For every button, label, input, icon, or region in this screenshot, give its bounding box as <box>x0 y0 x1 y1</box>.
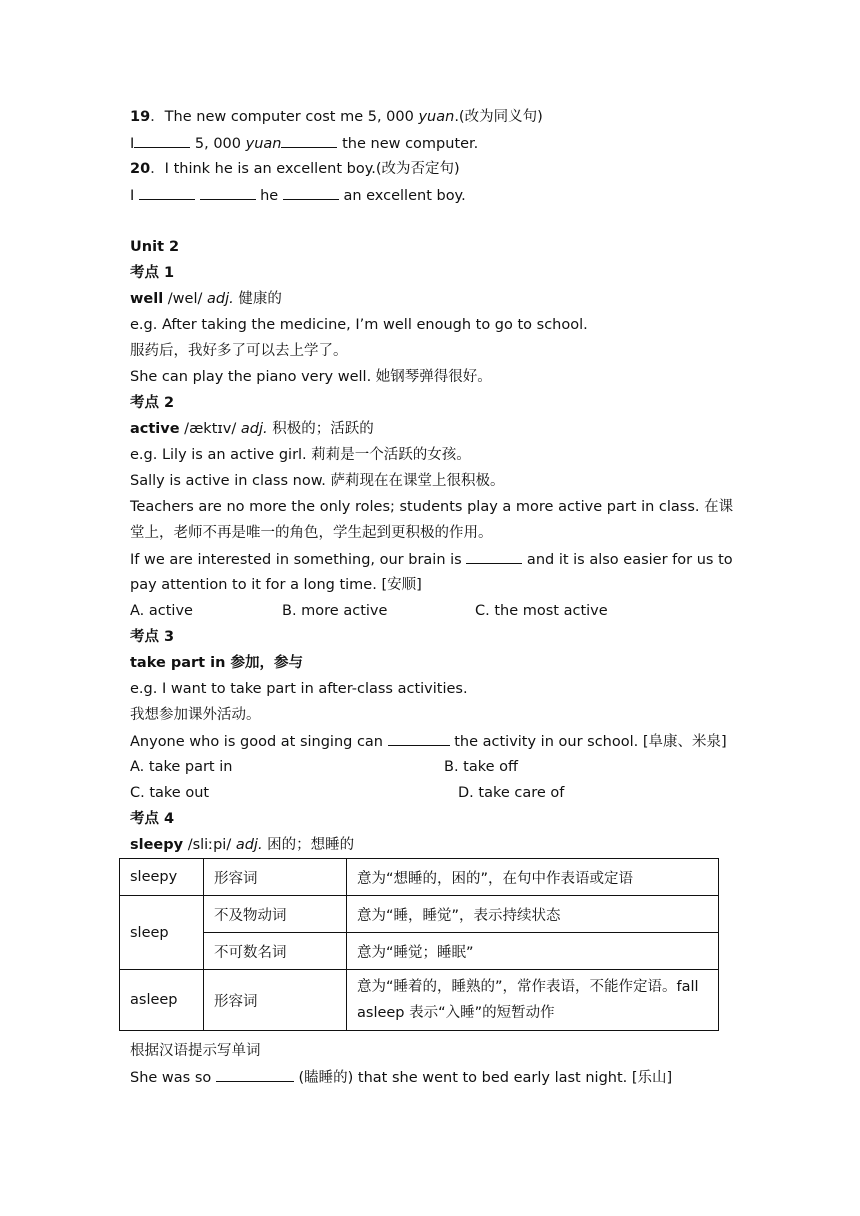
phrase-entry: take part in 参加，参与 <box>130 655 303 671</box>
phonetic: /æktɪv/ <box>179 421 241 437</box>
table-cell: 形容词 <box>204 970 347 1031</box>
table-row <box>120 896 719 933</box>
vocab-entry-active <box>130 419 374 439</box>
meaning: 积极的；活跃的 <box>267 421 374 437</box>
table-cell: 不可数名词 <box>204 933 347 970</box>
example-sentence: She can play the piano very well. 她钢琴弹得很好。 <box>130 369 492 385</box>
example-sentence: e.g. Lily is an active girl. 莉莉是一个活跃的女孩。 <box>130 447 471 463</box>
exercise-question <box>130 549 733 569</box>
question-20 <box>130 159 460 179</box>
part-of-speech: adj. <box>206 291 234 307</box>
answer-text: I <box>130 188 139 204</box>
table-cell: 意为“睡，睡觉”，表示持续状态 <box>347 896 719 933</box>
answer-blank[interactable] <box>281 133 337 148</box>
option-c[interactable]: C. the most active <box>475 603 608 619</box>
question-text: and it is also easier for us to <box>522 552 733 568</box>
question-text: She was so <box>130 1070 216 1086</box>
answer-blank[interactable] <box>139 185 195 200</box>
example-sentence: Teachers are no more the only roles; students play a more active part in class. 在课 <box>130 499 734 515</box>
meaning: 困的；想睡的 <box>262 837 355 853</box>
question-number: 19 <box>130 109 151 125</box>
italic-word: yuan <box>245 136 282 152</box>
answer-blank[interactable] <box>134 133 190 148</box>
answer-line-20 <box>130 185 466 205</box>
table-row <box>120 970 719 1031</box>
vocab-word: well <box>130 291 164 307</box>
part-of-speech: adj. <box>240 421 268 437</box>
task-instruction: 根据汉语提示写单词 <box>130 1043 261 1059</box>
question-text: Anyone who is good at singing can <box>130 734 388 750</box>
answer-blank[interactable] <box>216 1067 294 1082</box>
word-forms-table <box>119 858 719 1031</box>
example-sentence: Sally is active in class now. 萨莉现在在课堂上很积极。 <box>130 473 505 489</box>
answer-text: an excellent boy. <box>338 188 466 204</box>
option-a[interactable]: A. active <box>130 603 193 619</box>
question-text: ．I think he is an excellent boy.(改为否定句) <box>150 161 460 177</box>
vocab-entry-well <box>130 289 282 309</box>
table-row <box>120 859 719 896</box>
example-translation: 我想参加课外活动。 <box>130 707 261 723</box>
table-cell: 意为“睡觉；睡眠” <box>347 933 719 970</box>
unit-heading: Unit 2 <box>130 239 180 255</box>
exercise-question <box>130 1067 672 1087</box>
vocab-word: sleepy <box>130 837 184 853</box>
exercise-question <box>130 731 727 751</box>
answer-text: the new computer. <box>337 136 479 152</box>
answer-blank[interactable] <box>200 185 256 200</box>
meaning: 健康的 <box>233 291 282 307</box>
point-heading-4: 考点 4 <box>130 811 175 827</box>
exercise-question-cont: pay attention to it for a long time. [安顺] <box>130 577 422 593</box>
answer-blank[interactable] <box>283 185 339 200</box>
question-text: If we are interested in something, our brain is <box>130 552 467 568</box>
option-a[interactable]: A. take part in <box>130 759 233 775</box>
table-row <box>120 933 719 970</box>
answer-text: I <box>130 136 135 152</box>
option-b[interactable]: B. more active <box>282 603 388 619</box>
point-heading-1: 考点 1 <box>130 265 175 281</box>
option-c[interactable]: C. take out <box>130 785 210 801</box>
vocab-word: active <box>130 421 180 437</box>
table-cell: 不及物动词 <box>204 896 347 933</box>
table-cell: 形容词 <box>204 859 347 896</box>
example-sentence: e.g. After taking the medicine, I’m well enough to go to school. <box>130 317 588 333</box>
answer-line-19 <box>130 133 478 153</box>
option-b[interactable]: B. take off <box>444 759 519 775</box>
question-19 <box>130 107 543 127</box>
answer-blank[interactable] <box>388 731 450 746</box>
table-cell: 意为“想睡的，困的”，在句中作表语或定语 <box>347 859 719 896</box>
example-sentence-cont: 堂上，老师不再是唯一的角色，学生起到更积极的作用。 <box>130 525 493 541</box>
part-of-speech: adj. <box>235 837 263 853</box>
instruction: .(改为同义句) <box>454 109 543 125</box>
question-text: (瞌睡的) that she went to bed early last night. [乐山] <box>293 1070 673 1086</box>
question-text: ．The new computer cost me 5, 000 <box>150 109 419 125</box>
table-cell: sleepy <box>120 859 204 896</box>
answer-blank[interactable] <box>466 549 522 564</box>
phonetic: /wel/ <box>163 291 207 307</box>
answer-text: 5, 000 <box>190 136 246 152</box>
question-text: the activity in our school. [阜康、米泉] <box>449 734 727 750</box>
vocab-entry-sleepy <box>130 835 354 855</box>
example-sentence: e.g. I want to take part in after-class activities. <box>130 681 468 697</box>
option-d[interactable]: D. take care of <box>458 785 565 801</box>
table-cell: asleep <box>120 970 204 1031</box>
point-heading-3: 考点 3 <box>130 629 175 645</box>
table-cell: 意为“睡着的，睡熟的”，常作表语，不能作定语。fall asleep 表示“入睡”的短暂动作 <box>347 970 719 1031</box>
answer-text: he <box>255 188 283 204</box>
italic-word: yuan <box>418 109 455 125</box>
example-translation: 服药后，我好多了可以去上学了。 <box>130 343 348 359</box>
table-cell: sleep <box>120 896 204 970</box>
point-heading-2: 考点 2 <box>130 395 175 411</box>
phonetic: /sliːpi/ <box>183 837 236 853</box>
question-number: 20 <box>130 161 151 177</box>
